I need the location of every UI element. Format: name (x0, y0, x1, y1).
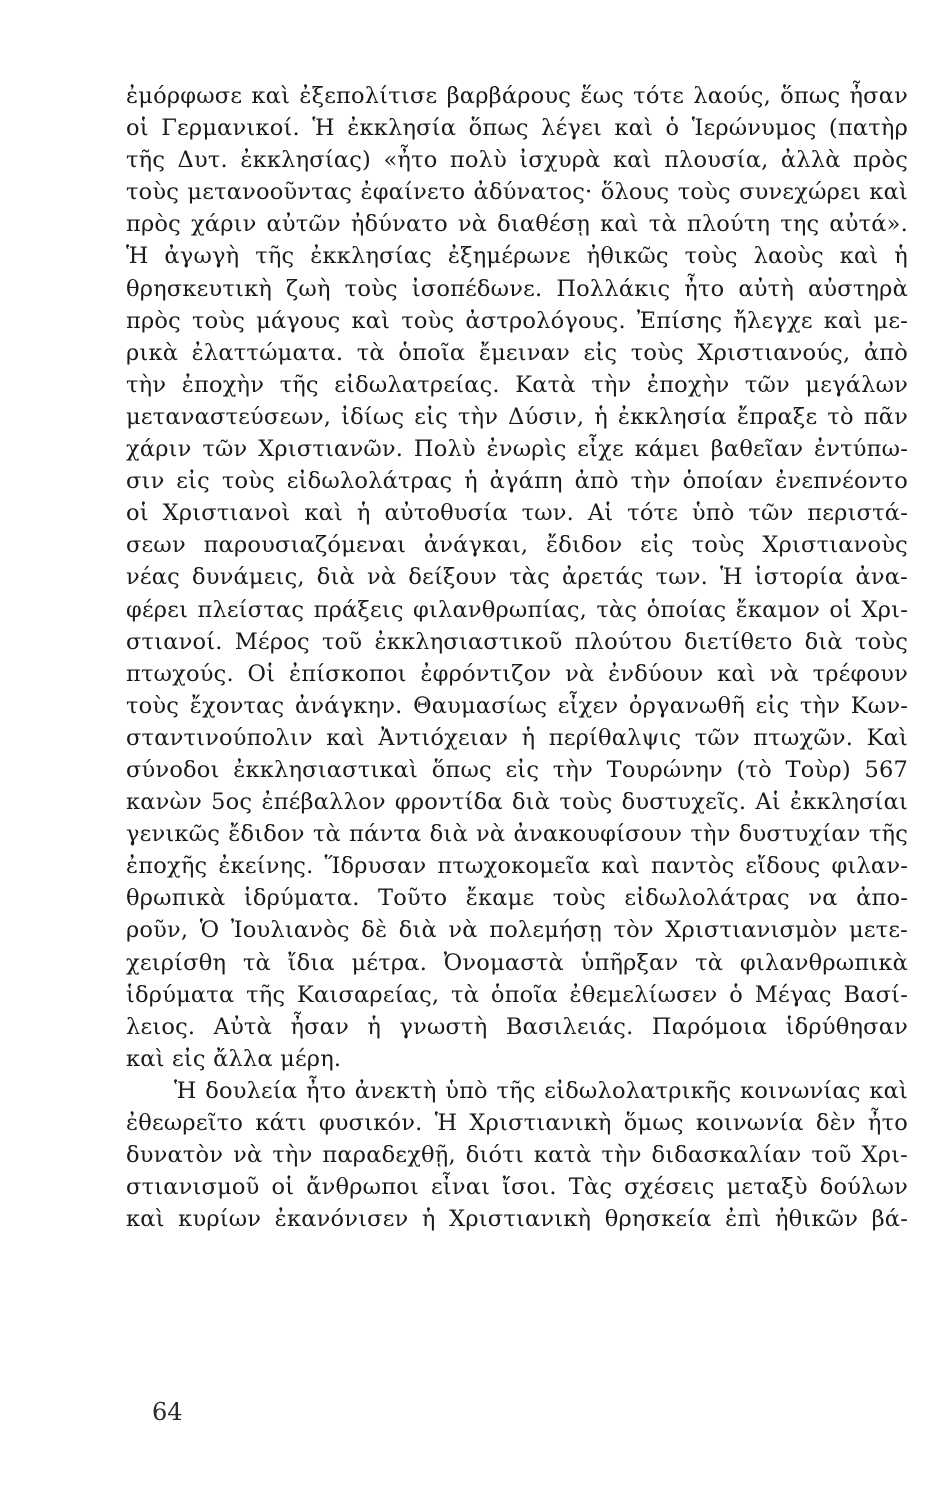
text-line: οἱ Γερμανικοί. Ἡ ἐκκλησία ὅπως λέγει καὶ ὁ Ἱερώνυμος (πατὴρ (126, 115, 908, 142)
text-line: Ἡ ἀγωγὴ τῆς ἐκκλησίας ἐξημέρωνε ἠθικῶς τοὺς λαοὺς καὶ ἡ (126, 243, 908, 270)
text-line: πρὸς τοὺς μάγους καὶ τοὺς ἀστρολόγους. Ἐπίσης ἤλεγχε καὶ με- (126, 307, 908, 334)
text-line: τοὺς ἔχοντας ἀνάγκην. Θαυμασίως εἶχεν ὀργανωθῆ εἰς τὴν Κων- (126, 692, 908, 719)
paragraph-end-line: καὶ εἰς ἄλλα μέρη. (126, 1045, 342, 1072)
text-line: λειος. Αὐτὰ ἦσαν ἡ γνωστὴ Βασιλειάς. Παρόμοια ἱδρύθησαν (126, 1013, 908, 1040)
text-line: ἱδρύματα τῆς Καισαρείας, τὰ ὁποῖα ἐθεμελίωσεν ὁ Μέγας Βασί- (126, 981, 908, 1008)
text-line: στιανισμοῦ οἱ ἄνθρωποι εἶναι ἴσοι. Τὰς σχέσεις μεταξὺ δούλων (126, 1174, 908, 1201)
text-line: ἐμόρφωσε καὶ ἐξεπολίτισε βαρβάρους ἕως τότε λαούς, ὅπως ἦσαν (126, 83, 908, 109)
body-text (126, 80, 908, 1235)
text-line: γενικῶς ἔδιδον τὰ πάντα διὰ νὰ ἀνακουφίσουν τὴν δυστυχίαν τῆς (126, 821, 908, 848)
text-line: μεταναστεύσεων, ἰδίως εἰς τὴν Δύσιν, ἡ ἐκκλησία ἔπραξε τὸ πᾶν (126, 403, 908, 430)
paragraph-start-line: Ἡ δουλεία ἦτο ἀνεκτὴ ὑπὸ τῆς εἰδωλολατρικῆς κοινωνίας καὶ (174, 1077, 908, 1104)
text-line: πτωχούς. Οἱ ἐπίσκοποι ἐφρόντιζον νὰ ἐνδύουν καὶ νὰ τρέφουν (126, 660, 908, 687)
text-line: ροῦν, Ὁ Ἰουλιανὸς δὲ διὰ νὰ πολεμήσῃ τὸν Χριστιανισμὸν μετε- (126, 917, 908, 944)
text-line: πρὸς χάριν αὐτῶν ἠδύνατο νὰ διαθέσῃ καὶ τὰ πλούτη της αὐτά». (126, 211, 908, 238)
text-line: κανὼν 5ος ἐπέβαλλον φροντίδα διὰ τοὺς δυστυχεῖς. Αἱ ἐκκλησίαι (126, 789, 908, 816)
text-line: ἐθεωρεῖτο κάτι φυσικόν. Ἡ Χριστιανικὴ ὅμως κοινωνία δὲν ἦτο (126, 1110, 908, 1136)
text-line: καὶ κυρίων ἐκανόνισεν ἡ Χριστιανικὴ θρησκεία ἐπὶ ἠθικῶν βά- (126, 1206, 908, 1233)
text-line: ρικὰ ἐλαττώματα. τὰ ὁποῖα ἔμειναν εἰς τοὺς Χριστιανούς, ἀπὸ (126, 339, 908, 366)
text-line: νέας δυνάμεις, διὰ νὰ δείξουν τὰς ἀρετάς των. Ἡ ἱστορία ἀνα- (126, 564, 908, 591)
text-line: τὴν ἐποχὴν τῆς εἰδωλατρείας. Κατὰ τὴν ἐποχὴν τῶν μεγάλων (126, 371, 908, 398)
text-line: θρησκευτικὴ ζωὴ τοὺς ἰσοπέδωνε. Πολλάκις ἦτο αὐτὴ αὐστηρὰ (126, 275, 908, 302)
text-line: σταντινούπολιν καὶ Ἀντιόχειαν ἡ περίθαλψις τῶν πτωχῶν. Καὶ (126, 724, 908, 751)
text-line: χάριν τῶν Χριστιανῶν. Πολὺ ἐνωρὶς εἶχε κάμει βαθεῖαν ἐντύπω- (126, 436, 908, 463)
text-line: φέρει πλείστας πράξεις φιλανθρωπίας, τὰς ὁποίας ἔκαμον οἱ Χρι- (126, 596, 908, 623)
text-line: τῆς Δυτ. ἐκκλησίας) «ἦτο πολὺ ἰσχυρὰ καὶ πλουσία, ἀλλὰ πρὸς (126, 147, 908, 174)
text-line: οἱ Χριστιανοὶ καὶ ἡ αὐτοθυσία των. Αἱ τότε ὑπὸ τῶν περιστά- (126, 500, 908, 527)
text-line: χειρίσθη τὰ ἴδια μέτρα. Ὀνομαστὰ ὑπῆρξαν τὰ φιλανθρωπικὰ (126, 949, 908, 976)
page-number: 64 (152, 1398, 183, 1426)
text-line: τοὺς μετανοοῦντας ἐφαίνετο ἀδύνατος· ὅλους τοὺς συνεχώρει καὶ (126, 179, 908, 206)
text-line: σιν εἰς τοὺς εἰδωλολάτρας ἡ ἀγάπη ἀπὸ τὴν ὁποίαν ἐνεπνέοντο (126, 468, 908, 495)
text-line: σύνοδοι ἐκκλησιαστικαὶ ὅπως εἰς τὴν Τουρώνην (τὸ Τοὺρ) 567 (126, 756, 908, 783)
text-line: στιανοί. Μέρος τοῦ ἐκκλησιαστικοῦ πλούτου διετίθετο διὰ τοὺς (126, 628, 908, 655)
text-line: δυνατὸν νὰ τὴν παραδεχθῇ, διότι κατὰ τὴν διδασκαλίαν τοῦ Χρι- (126, 1142, 908, 1169)
text-line: ἐποχῆς ἐκείνης. Ἵδρυσαν πτωχοκομεῖα καὶ παντὸς εἴδους φιλαν- (126, 853, 908, 880)
text-line: θρωπικὰ ἱδρύματα. Τοῦτο ἔκαμε τοὺς εἰδωλολάτρας να ἀπο- (126, 885, 908, 912)
text-line: σεων παρουσιαζόμεναι ἀνάγκαι, ἔδιδον εἰς τοὺς Χριστιανοὺς (126, 532, 908, 559)
